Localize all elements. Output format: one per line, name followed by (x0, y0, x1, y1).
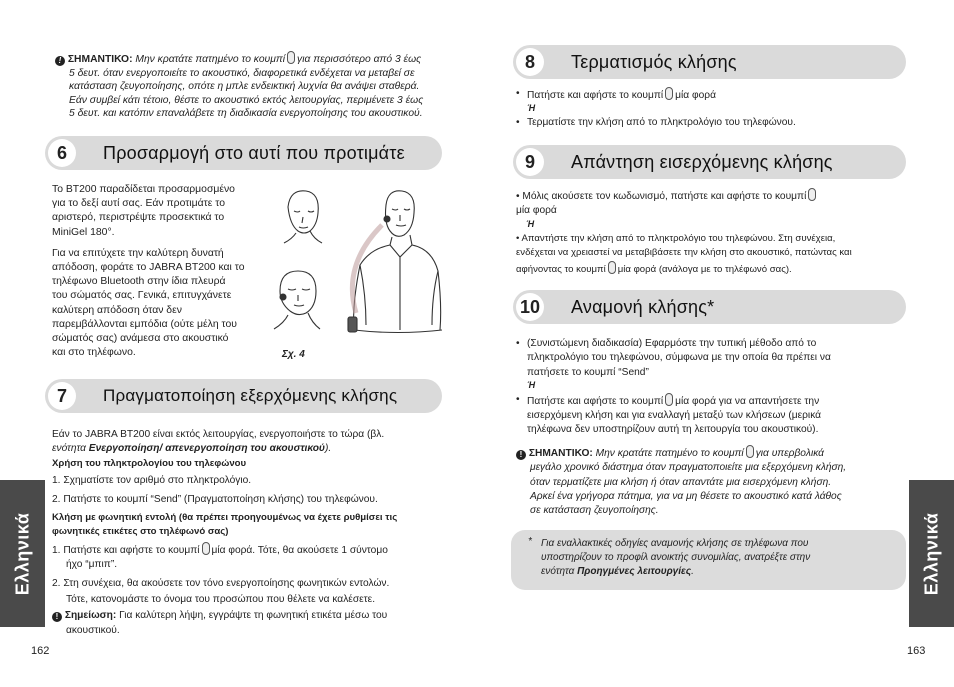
section-title: Πραγματοποίηση εξερχόμενης κλήσης (103, 386, 398, 405)
page-number-left: 162 (31, 645, 50, 657)
section-8-header (513, 45, 906, 79)
section-title: Απάντηση εισερχόμενης κλήσης (571, 152, 833, 172)
page-number-right: 163 (907, 645, 926, 657)
section-number: 7 (48, 382, 76, 410)
headset-button-icon (608, 261, 616, 274)
headset-button-icon (665, 393, 673, 406)
warning-icon: ! (55, 56, 65, 66)
warning-icon: ! (516, 450, 526, 460)
section-number: 9 (516, 148, 544, 176)
section-9-header (513, 145, 906, 179)
para-1: Το BT200 παραδίδεται προσαρμοσμένο για το δεξί αυτί σας. Εάν προτιμάτε το αριστερό, περιστρέψτε προσεκτικά το MiniGel 180°. (52, 184, 235, 238)
section-title: Τερματισμός κλήσης (571, 52, 737, 72)
section-10-important-note: ! ΣΗΜΑΝΤΙΚΟ: Μην κρατάτε πατημένο το κουμπί για υπερβολικά μεγάλο χρονικό διάστημα όταν πραγματοποιείτε μια εξερχόμενη κλήση, όταν τερματίζετε μια κλήση ή όταν απαντάτε μια εισερχόμενη κλήση. Αρκεί ένα γρήγορα πάτημα, για να μη θέσετε το ακουστικό κατά λάθος σε κατάσταση ζευγοποίησης. (516, 445, 911, 518)
language-tab-right: Ελληνικά (909, 480, 954, 627)
important-label: ΣΗΜΑΝΤΙΚΟ: (67, 54, 133, 65)
headset-button-icon (287, 51, 295, 64)
subheading-keypad: Χρήση του πληκτρολογίου του τηλεφώνου (52, 457, 247, 469)
section-number: 6 (48, 139, 76, 167)
language-tab-left: Ελληνικά (0, 480, 45, 627)
section-6-text (52, 183, 272, 360)
section-7-header (45, 379, 442, 413)
left-important-note: ! ΣΗΜΑΝΤΙΚΟ: Μην κρατάτε πατημένο το κουμπί για περισσότερο από 3 έως 5 δευτ. όταν ενεργοποιείτε το ακουστικό, διαφορετικά ενδέχεται να μεταβεί σε κατάσταση ζευγοποίησης, οπότε η μπλε ενδεικτική λυχνία θα ανάψει σταθερά. Εάν συμβεί κάτι τέτοιο, θέστε το ακουστικό εκτός λειτουργίας, περιμένετε 3 έως 5 δευτ. και κατόπιν επαναλάβετε τη διαδικασία ενεργοποίησης του ακουστικού. (55, 51, 445, 121)
section-10-text: • (Συνιστώμενη διαδικασία) Εφαρμόστε την τυπική μέθοδο από το πληκτρολόγιο του τηλεφώνου, σύμφωνα με την οποία θα πρέπει να πατήσετε το κουμπί “Send” Ή • Πατήστε και αφήστε το κουμπί μία φορά για να απαντήσετε την εισερχόμενη κλήση και για εναλλαγή μεταξύ των κλήσεων (μερικά τηλέφωνα δεν υποστηρίζουν αυτή τη λειτουργία του ακουστικού). (527, 337, 912, 438)
headset-button-icon (746, 445, 754, 458)
figure-caption: Σχ. 4 (282, 349, 305, 360)
section-9-text: • Μόλις ακούσετε τον κωδωνισμό, πατήστε και αφήστε το κουμπί μία φορά Ή • Απαντήστε την κλήση από το πληκτρολόγιο του τηλεφώνου. Στη συνέχεια, ενδέχεται να χρειαστεί να μεταβιβάσετε την κλήση στο ακουστικό, πατώντας και αφήνοντας το κουμπί μία φορά (ανάλογα με το τηλέφωνό σας). (516, 188, 908, 277)
warning-icon: ! (52, 612, 62, 622)
subheading-voice: Κλήση με φωνητική εντολή (θα πρέπει προηγουμένως να έχετε ρυθμίσει τις (52, 512, 398, 524)
headset-button-icon (665, 87, 673, 100)
headset-wearing-illustration (270, 185, 450, 360)
headset-button-icon (808, 188, 816, 201)
para-2: Για να επιτύχετε την καλύτερη δυνατή απόδοση, φοράτε το JABRA BT200 και το τηλέφωνο Bluetooth στην ίδια πλευρά του σώματός σας. Γενικά, επιτυγχάνετε καλύτερη απόδοση όταν δεν παρεμβάλλονται εμπόδια (ούτε μέλη του σώματός σας) ανάμεσα στο ακουστικό και στο τηλέφωνο. (52, 247, 245, 359)
headset-button-icon (202, 542, 210, 555)
section-number: 10 (516, 293, 544, 321)
section-10-header (513, 290, 906, 324)
section-8-text: • Πατήστε και αφήστε το κουμπί μία φορά Ή • Τερματίστε την κλήση από το πληκτρολόγιο του τηλεφώνου. (527, 87, 907, 131)
footnote-box: * Για εναλλακτικές οδηγίες αναμονής κλήσης σε τηλέφωνα που υποστηρίζουν το προφίλ ανοικτής συνομιλίας, ανατρέξτε στην ενότητα Προηγμένες λειτουργίες. (511, 530, 906, 590)
section-7-text: Εάν το JABRA BT200 είναι εκτός λειτουργίας, ενεργοποιήστε το τώρα (βλ. ενότητα Ενεργοποίηση/ απενεργοποίηση του ακουστικού). Χρήση του πληκτρολογίου του τηλεφώνου 1. Σχηματίστε τον αριθμό στο πληκτρολόγιο. 2. Πατήστε το κουμπί “Send” (Πραγματοποίηση κλήσης) του τηλεφώνου. Κλήση με φωνητική εντολή (θα πρέπει προηγουμένως να έχετε ρυθμίσει τις φωνητικές ετικέτες στο τηλέφωνό σας) 1. Πατήστε και αφήστε το κουμπί μία φορά. Τότε, θα ακούσετε 1 σύντομο ήχο “μπιπ”. 2. Στη συνέχεια, θα ακούσετε τον τόνο ενεργοποίησης φωνητικών εντολών. Τότε, κατονομάστε το όνομα του προσώπου που θέλετε να καλέσετε. ! Σημείωση: Για καλύτερη λήψη, εγγράψτε τη φωνητική ετικέτα μέσω του ακουστικού. (52, 428, 447, 638)
section-title: Προσαρμογή στο αυτί που προτιμάτε (103, 143, 405, 163)
section-number: 8 (516, 48, 544, 76)
section-6-header (45, 136, 442, 170)
section-title: Αναμονή κλήσης* (571, 297, 715, 317)
